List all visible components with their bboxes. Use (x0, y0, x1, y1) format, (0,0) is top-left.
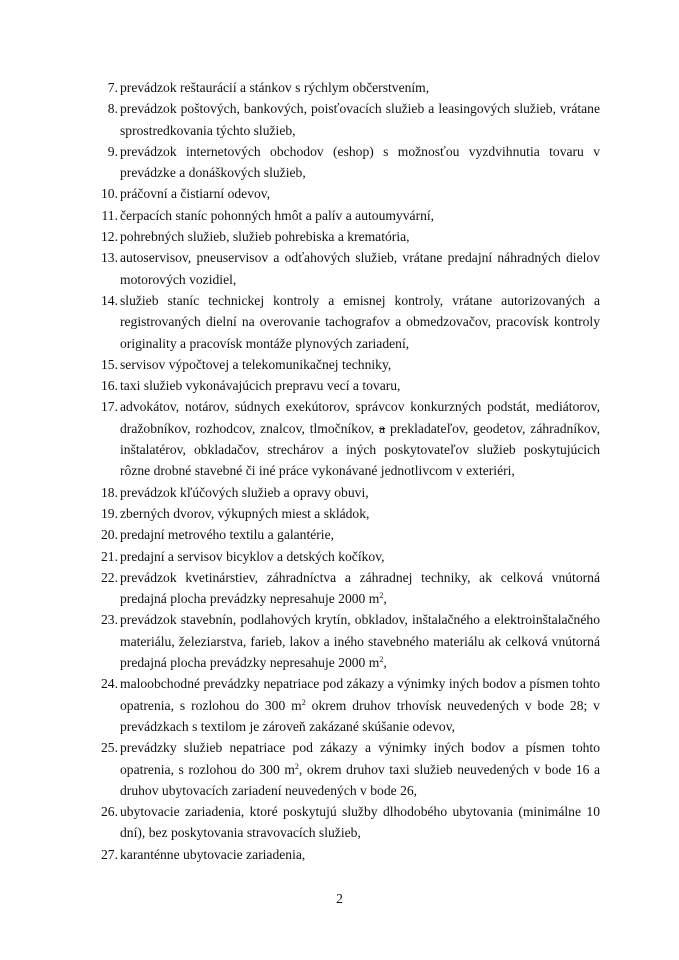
list-item-text (120, 844, 600, 865)
list-item-text (120, 567, 600, 610)
text-run: prevádzok kvetinárstiev, záhradníctva a záhradnej techniky, ak celková vnútorná predajná plocha prevádzky nepresahuje 2000 m (120, 569, 600, 607)
list-item (101, 567, 600, 610)
text-run: prevádzok poštových, bankových, poisťovacích služieb a leasingových služieb, vrátane sprostredkovania týchto služieb, (120, 101, 600, 138)
list-item-number: 21. (101, 548, 118, 564)
text-run: autoservisov, pneuservisov a odťahových služieb, vrátane predajní náhradných dielov motorových vozidiel, (120, 250, 600, 287)
list-item-text (120, 183, 600, 204)
list-item-number: 10. (101, 186, 118, 202)
text-run: prevádzok reštaurácií a stánkov s rýchlym občerstvením, (120, 80, 430, 95)
list-item-number: 11. (101, 207, 118, 223)
list-item (101, 354, 600, 375)
text-run: predajní metrového textilu a galantérie, (120, 527, 335, 543)
text-run: práčovní a čistiarní odevov, (120, 186, 271, 202)
list-item-text (120, 375, 600, 396)
list-item (101, 375, 600, 396)
text-run: , okrem druhov taxi služieb neuvedených v bode 16 a druhov ubytovacích zariadení neuvedených v bode 26, (120, 761, 600, 798)
text-run: , (383, 655, 387, 671)
list-item-number: 24. (101, 676, 118, 692)
text-run: karanténne ubytovacie zariadenia, (120, 846, 306, 862)
list-item (101, 546, 600, 567)
list-item-text (120, 205, 600, 226)
list-item (101, 226, 600, 247)
list-item (101, 609, 600, 673)
struck-text: a (379, 420, 386, 436)
list-item-text (120, 290, 600, 354)
list-item (101, 524, 600, 545)
list-item-number: 20. (101, 527, 118, 543)
list-item-number: 13. (101, 250, 118, 266)
numbered-list (101, 77, 600, 865)
list-item-text (120, 609, 600, 673)
list-item-number: 17. (101, 399, 118, 415)
list-item-text (120, 77, 600, 98)
text-run: predajní a servisov bicyklov a detských kočíkov, (120, 548, 385, 564)
text-run: maloobchodné prevádzky nepatriace pod zákazy a výnimky iných bodov a písmen tohto opatrenia, s rozlohou do 300 m (120, 676, 600, 713)
list-item-number: 8. (107, 101, 118, 117)
list-item (101, 247, 600, 290)
list-item-number: 14. (101, 292, 118, 308)
list-item-number: 19. (101, 505, 118, 521)
superscript: 2 (379, 655, 384, 665)
text-run: prevádzok internetových obchodov (eshop) s možnosťou vyzdvihnutia tovaru v prevádzke a donáškových služieb, (120, 143, 600, 181)
list-item (101, 482, 600, 503)
text-run: prevádzok kľúčových služieb a opravy obuvi, (120, 484, 369, 500)
text-run: služieb staníc technickej kontroly a emisnej kontroly, vrátane autorizovaných a registrovaných dielní na overovanie tachografov a obmedzovačov, pracovísk kontroly originality a pracovísk montáže plynových zariadení, (120, 292, 600, 351)
list-item-text (120, 226, 600, 247)
list-item (101, 503, 600, 524)
text-run: ubytovacie zariadenia, ktoré poskytujú služby dlhodobého ubytovania (minimálne 10 dní), bez poskytovania stravovacích služieb, (120, 804, 600, 841)
list-item-text (120, 801, 600, 844)
page-number: 2 (336, 891, 343, 906)
list-item (104, 77, 600, 98)
list-item (101, 844, 600, 865)
list-item-number: 23. (101, 612, 118, 628)
list-item (101, 205, 600, 226)
list-item-text (120, 503, 600, 524)
list-item (104, 141, 600, 184)
list-item-text (120, 524, 600, 545)
superscript: 2 (379, 591, 384, 601)
list-item (101, 183, 600, 204)
list-item-number: 9. (107, 143, 118, 159)
text-run: prevádzok stavebnín, podlahových krytín, obkladov, inštalačného a elektroinštalačného materiálu, železiarstva, farieb, lakov a iného stavebného materiálu ak celková vnútorná predajná plocha prevádzky nepresahuje 2000 m (120, 612, 600, 671)
text-run: zberných dvorov, výkupných miest a skládok, (120, 505, 370, 521)
list-item-number: 18. (101, 484, 118, 500)
list-item (101, 290, 600, 354)
list-item-text (120, 396, 600, 481)
text-run: , (383, 591, 387, 607)
text-run: pohrebných služieb, služieb pohrebiska a krematória, (120, 229, 410, 245)
text-run: čerpacích staníc pohonných hmôt a palív a autoumyvární, (120, 207, 435, 223)
list-item-number: 16. (101, 378, 118, 394)
list-item (101, 396, 600, 481)
list-item-number: 26. (101, 804, 118, 820)
text-run: prekladateľov, geodetov, záhradníkov, inštalatérov, obkladačov, strechárov a iných poskytovateľov služieb poskytujúcich rôzne drobné stavebné či iné práce vykonávané jednotlivcom v exteriéri, (120, 420, 600, 479)
list-item-number: 25. (101, 740, 118, 756)
list-item-text (120, 98, 600, 141)
list-item-text (120, 354, 600, 375)
text-run: okrem druhov trhovísk neuvedených v bode 28; v prevádzkach s textilom je zároveň zakázané skúšanie odevov, (120, 697, 600, 734)
list-item-number: 27. (101, 846, 118, 862)
list-item-number: 7. (107, 80, 118, 95)
text-run: servisov výpočtovej a telekomunikačnej techniky, (120, 356, 392, 372)
list-item-text (120, 482, 600, 503)
list-item-number: 12. (101, 229, 118, 245)
list-item-text (120, 546, 600, 567)
list-item-text (120, 247, 600, 290)
superscript: 2 (294, 761, 299, 771)
text-run: prevádzky služieb nepatriace pod zákazy a výnimky iných bodov a písmen tohto opatrenia, s rozlohou do 300 m (120, 740, 600, 777)
list-item-text (120, 141, 600, 184)
text-run: advokátov, notárov, súdnych exekútorov, správcov konkurzných podstát, mediátorov, dražobníkov, rozhodcov, znalcov, tlmočníkov, (120, 399, 600, 436)
list-item-number: 22. (101, 569, 118, 585)
superscript: 2 (301, 697, 306, 707)
list-item-number: 15. (101, 356, 118, 372)
list-item-text (120, 737, 600, 801)
list-item (101, 673, 600, 737)
list-item (104, 98, 600, 141)
list-item (101, 737, 600, 801)
list-item (101, 801, 600, 844)
text-run: taxi služieb vykonávajúcich prepravu vecí a tovaru, (120, 378, 401, 394)
list-item-text (120, 673, 600, 737)
